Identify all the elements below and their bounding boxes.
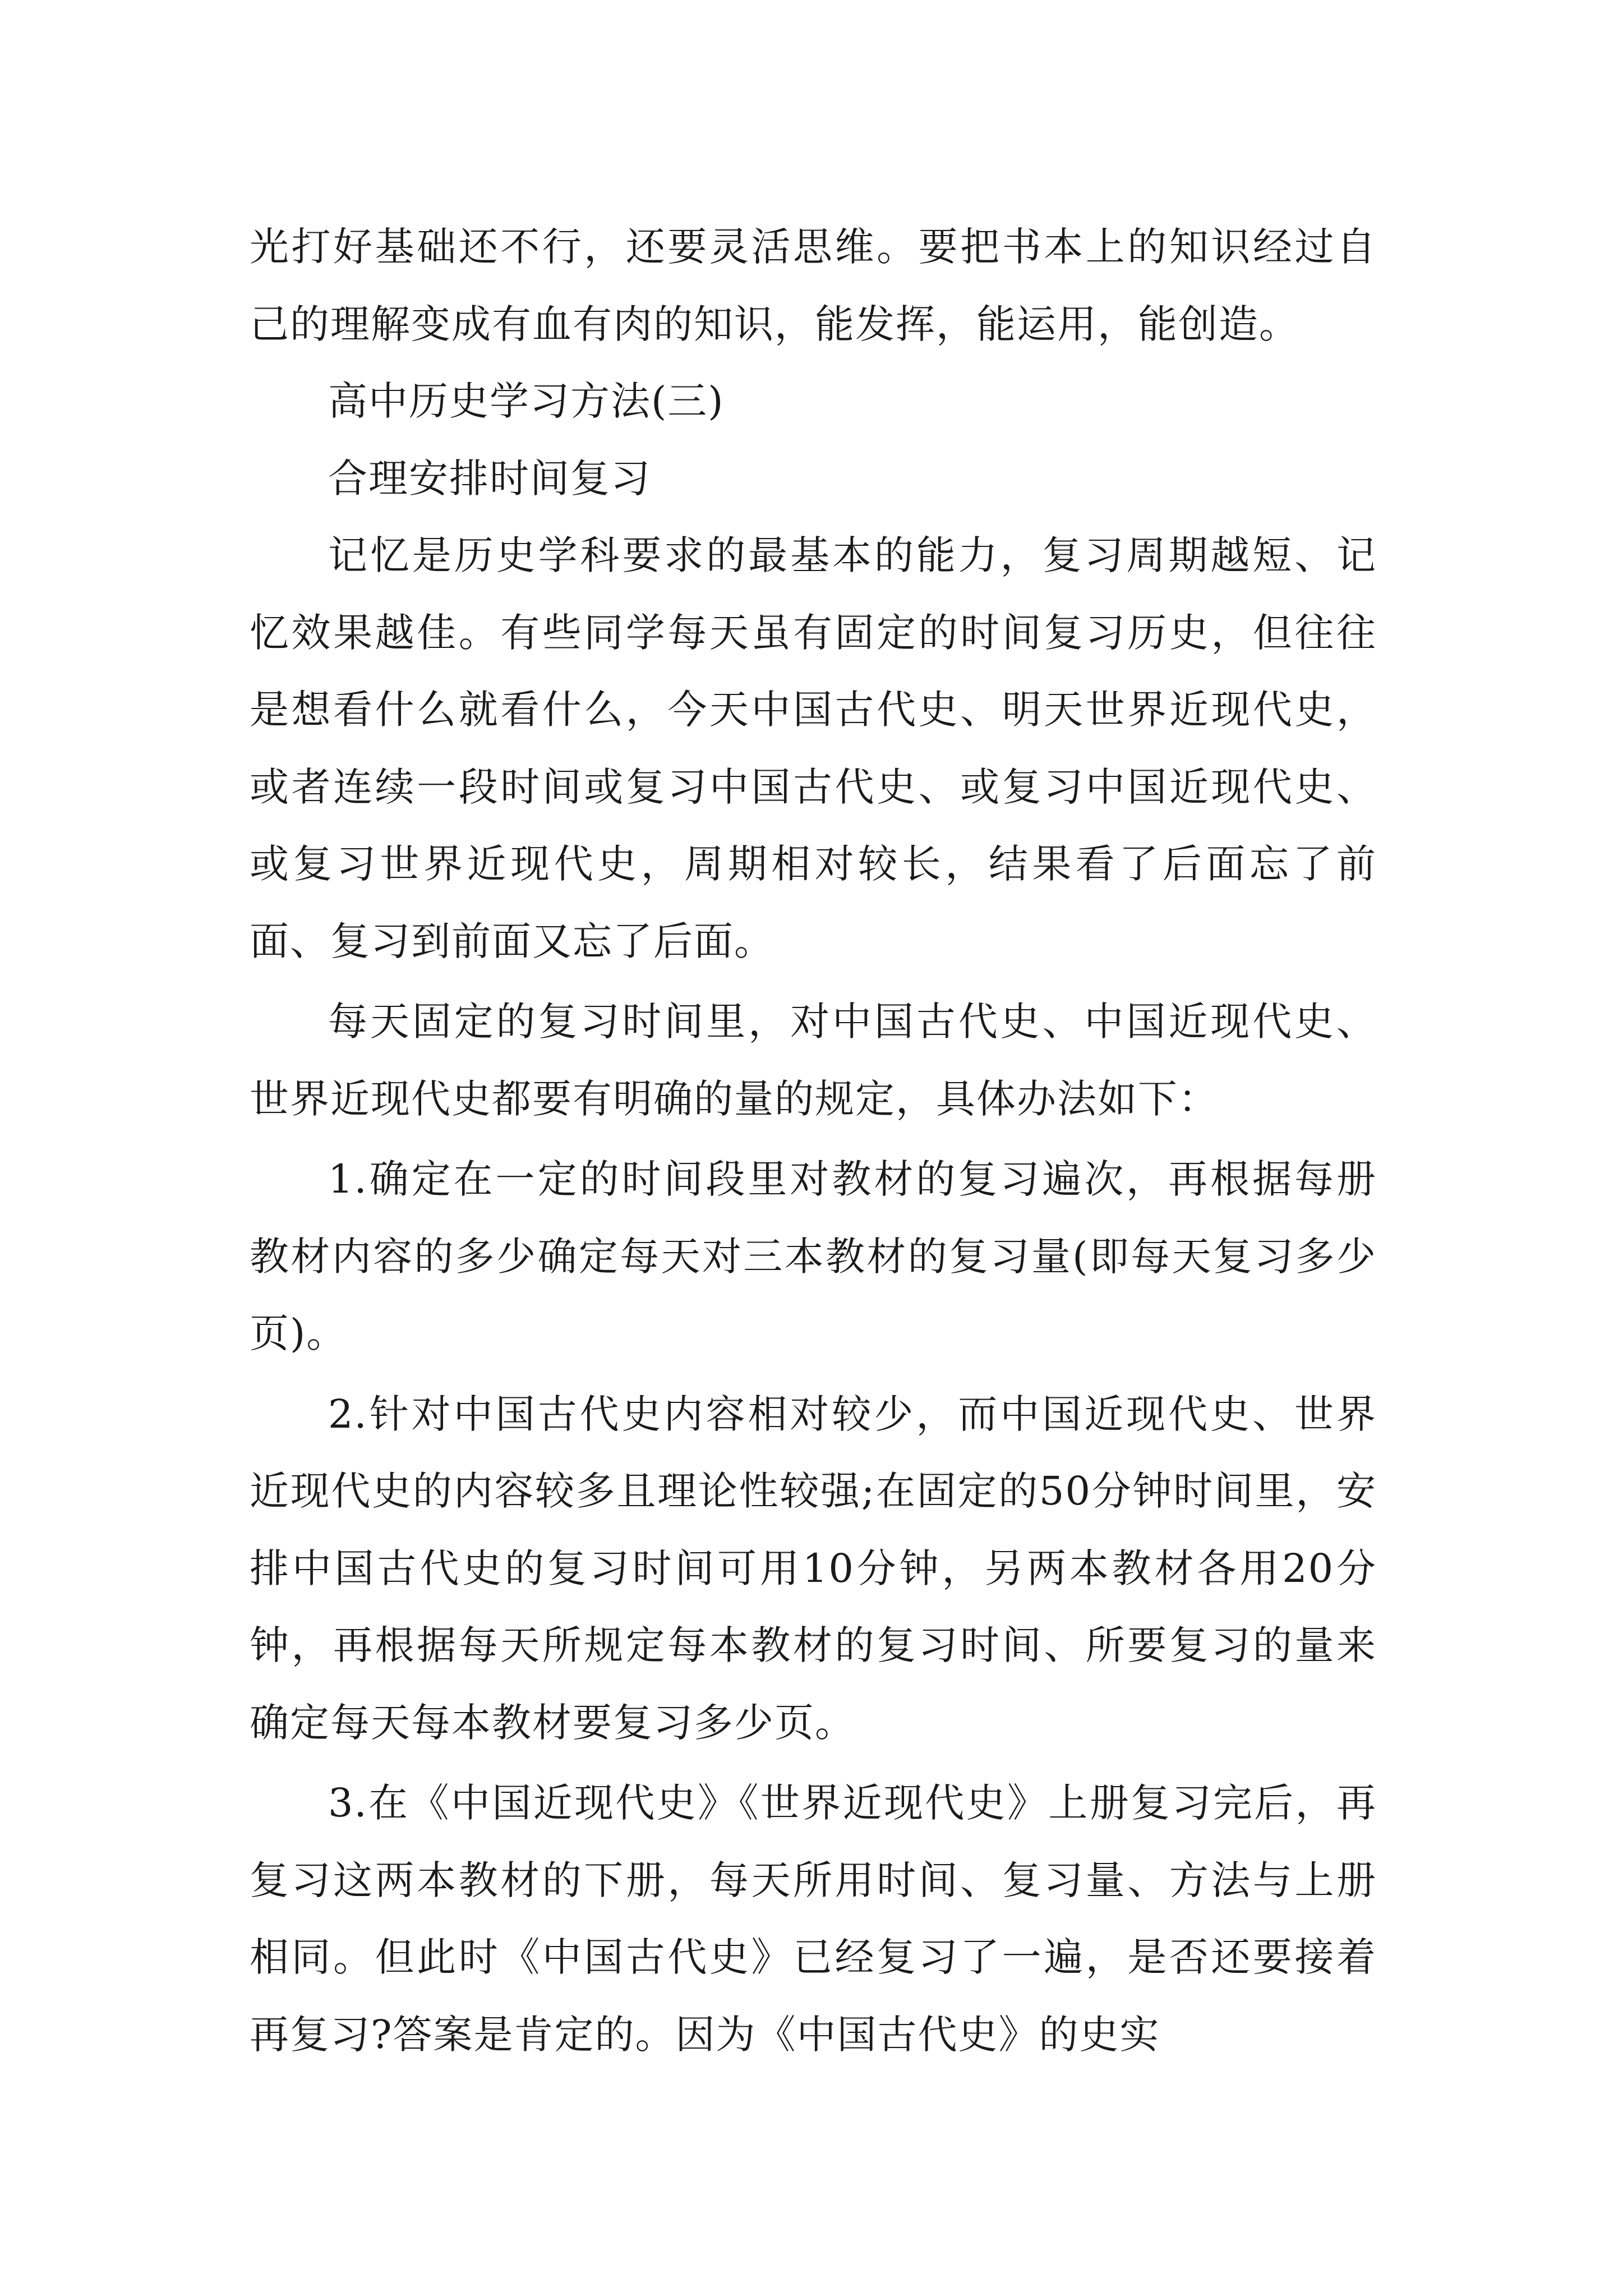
list-item-1: 1.确定在一定的时间段里对教材的复习遍次，再根据每册教材内容的多少确定每天对三本教材的复习量(即每天复习多少页)。 <box>250 1156 1377 1356</box>
paragraph-daily-review: 每天固定的复习时间里，对中国古代史、中国近现代史、世界近现代史都要有明确的量的规定，具体办法如下： <box>250 999 1377 1122</box>
section-heading: 高中历史学习方法(三) <box>328 378 725 424</box>
paragraph-intro-continuation: 光打好基础还不行，还要灵活思维。要把书本上的知识经过自己的理解变成有血有肉的知识，能发挥，能运用，能创造。 <box>250 224 1377 347</box>
document-body <box>250 209 1377 2073</box>
list-item-2: 2.针对中国古代史内容相对较少，而中国近现代史、世界近现代史的内容较多且理论性较强;在固定的50分钟时间里，安排中国古代史的复习时间可用10分钟，另两本教材各用20分钟，再根据每天所规定每本教材的复习时间、所要复习的量来确定每天每本教材要复习多少页。 <box>250 1391 1377 1746</box>
list-item-3: 3.在《中国近现代史》《世界近现代史》上册复习完后，再复习这两本教材的下册，每天所用时间、复习量、方法与上册相同。但此时《中国古代史》已经复习了一遍，是否还要接着再复习?答案是肯定的。因为《中国古代史》的史实 <box>250 1780 1377 2058</box>
subsection-heading: 合理安排时间复习 <box>328 455 651 501</box>
paragraph-memory: 记忆是历史学科要求的最基本的能力，复习周期越短、记忆效果越佳。有些同学每天虽有固定的时间复习历史，但往往是想看什么就看什么，今天中国古代史、明天世界近现代史，或者连续一段时间或复习中国古代史、或复习中国近现代史、或复习世界近现代史，周期相对较长，结果看了后面忘了前面、复习到前面又忘了后面。 <box>250 532 1377 964</box>
